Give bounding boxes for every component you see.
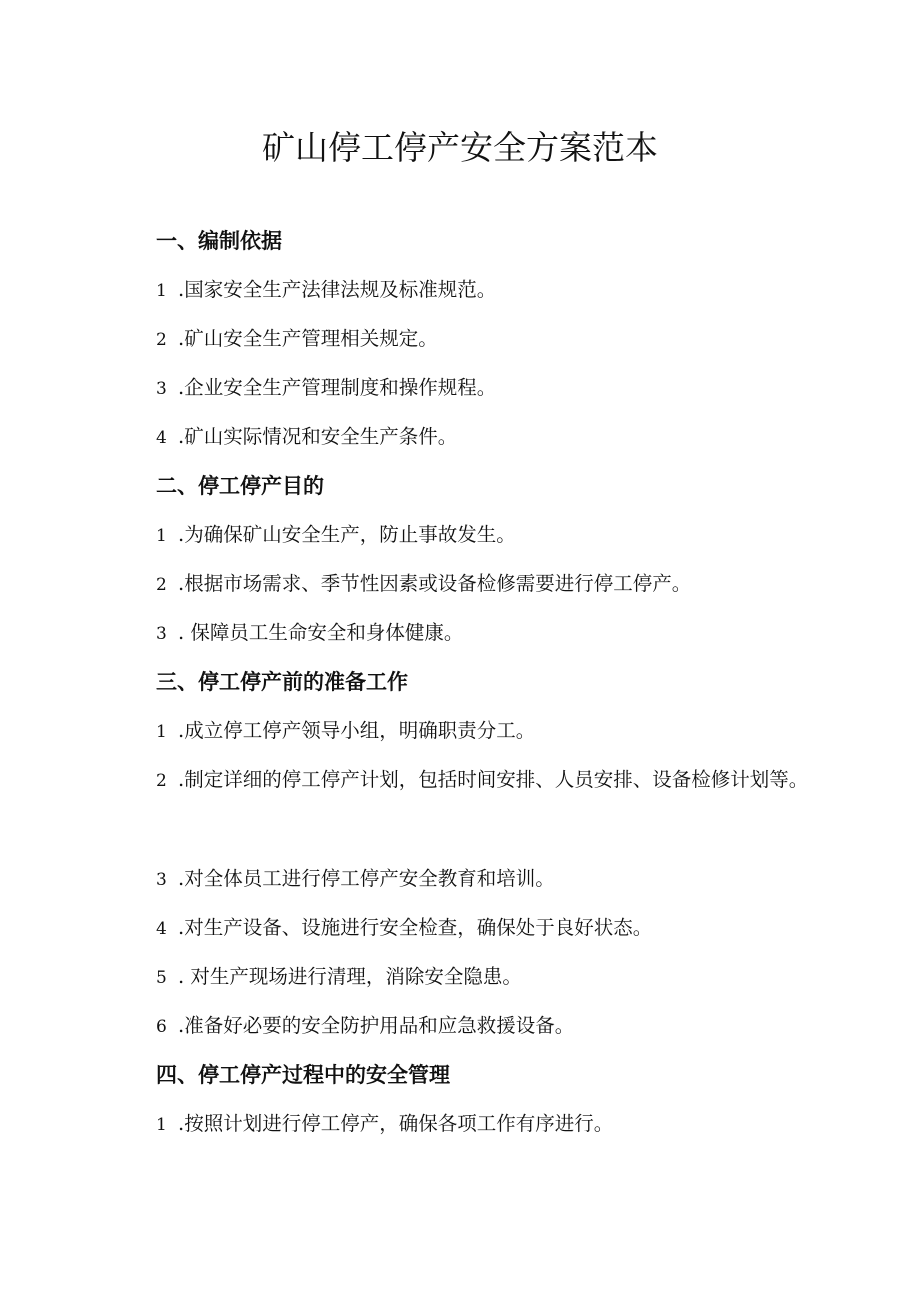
list-item bbox=[110, 756, 820, 805]
list-item bbox=[156, 716, 920, 747]
list-item bbox=[156, 275, 920, 306]
list-item bbox=[156, 962, 920, 993]
section-heading-1: 一、编制依据 bbox=[156, 229, 282, 253]
list-item bbox=[156, 1109, 920, 1140]
item-number: 1 bbox=[156, 526, 167, 546]
list-item bbox=[156, 618, 920, 649]
item-text: .准备好必要的安全防护用品和应急救援设备。 bbox=[178, 1014, 575, 1037]
item-number: 2 bbox=[156, 771, 167, 791]
item-number: 5 bbox=[156, 968, 167, 988]
document-title: 矿山停工停产安全方案范本 bbox=[262, 128, 658, 167]
list-item bbox=[156, 324, 920, 355]
item-number: 1 bbox=[156, 281, 167, 301]
item-text: . 对生产现场进行清理，消除安全隐患。 bbox=[178, 965, 522, 988]
item-text: .矿山实际情况和安全生产条件。 bbox=[178, 425, 458, 448]
item-text: .矿山安全生产管理相关规定。 bbox=[178, 327, 438, 350]
list-item bbox=[156, 913, 920, 944]
list-item bbox=[156, 1011, 920, 1042]
item-text: .国家安全生产法律法规及标准规范。 bbox=[178, 278, 497, 301]
item-number: 3 bbox=[156, 379, 167, 399]
item-number: 4 bbox=[156, 919, 167, 939]
item-text: .成立停工停产领导小组，明确职责分工。 bbox=[178, 719, 536, 742]
item-number: 1 bbox=[156, 1115, 167, 1135]
section-heading-4: 四、停工停产过程中的安全管理 bbox=[156, 1063, 450, 1087]
item-number: 2 bbox=[156, 330, 167, 350]
item-number: 6 bbox=[156, 1017, 167, 1037]
item-number: 3 bbox=[156, 870, 167, 890]
list-item bbox=[156, 373, 920, 404]
item-number: 2 bbox=[156, 575, 167, 595]
list-item bbox=[156, 520, 920, 551]
item-number: 3 bbox=[156, 624, 167, 644]
item-number: 4 bbox=[156, 428, 167, 448]
list-item bbox=[156, 569, 920, 600]
item-text: .对全体员工进行停工停产安全教育和培训。 bbox=[178, 867, 555, 890]
list-item bbox=[156, 864, 920, 895]
item-text: .为确保矿山安全生产，防止事故发生。 bbox=[178, 523, 516, 546]
item-number: 1 bbox=[156, 722, 167, 742]
item-text: .根据市场需求、季节性因素或设备检修需要进行停工停产。 bbox=[178, 572, 692, 595]
section-heading-3: 三、停工停产前的准备工作 bbox=[156, 670, 408, 694]
list-item bbox=[156, 422, 920, 453]
item-text: .按照计划进行停工停产，确保各项工作有序进行。 bbox=[178, 1112, 614, 1135]
item-text: .对生产设备、设施进行安全检查，确保处于良好状态。 bbox=[178, 916, 653, 939]
section-heading-2: 二、停工停产目的 bbox=[156, 474, 324, 498]
item-text: .企业安全生产管理制度和操作规程。 bbox=[178, 376, 497, 399]
item-text: .制定详细的停工停产计划，包括时间安排、人员安排、设备检修计划等。 bbox=[178, 768, 809, 791]
item-text: . 保障员工生命安全和身体健康。 bbox=[178, 621, 464, 644]
